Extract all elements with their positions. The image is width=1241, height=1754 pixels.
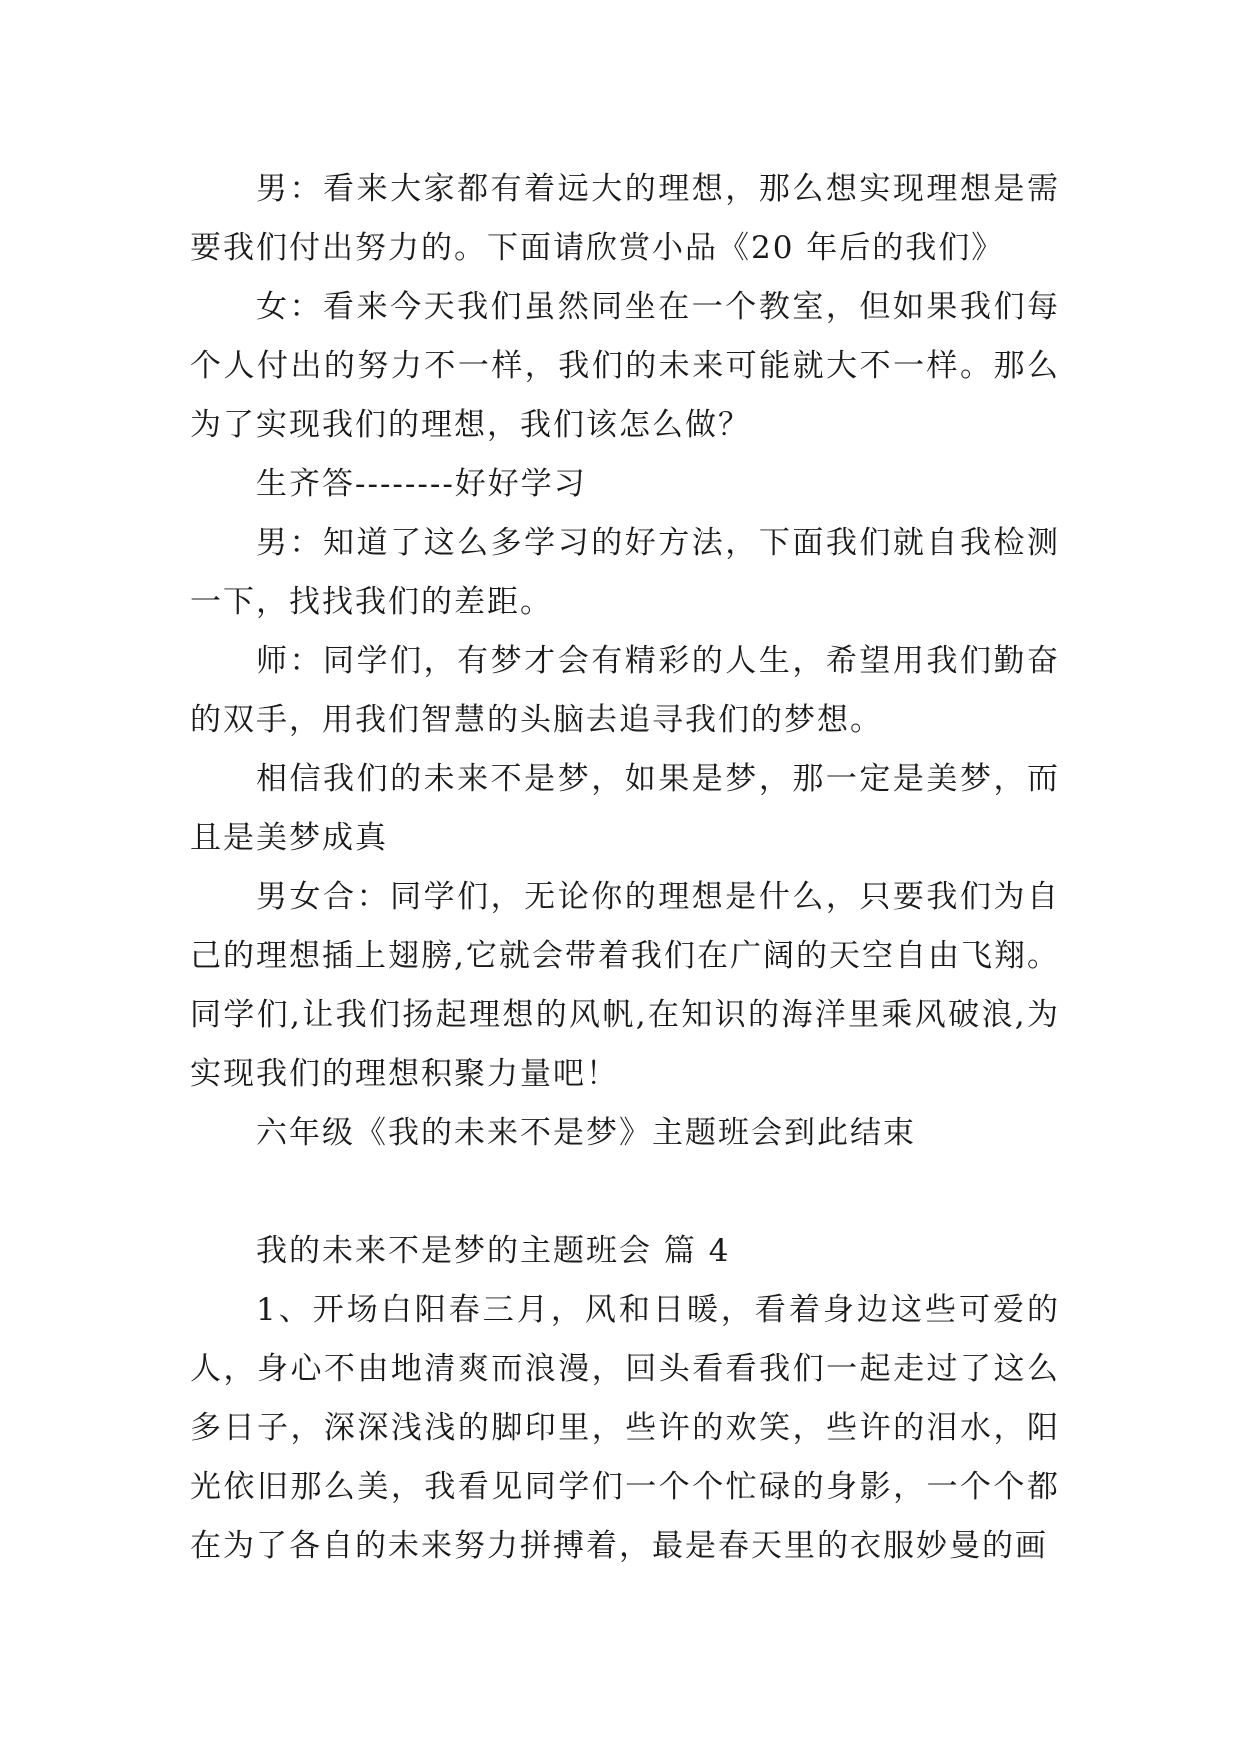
paragraph-female-question: 女：看来今天我们虽然同坐在一个教室，但如果我们每个人付出的努力不一样，我们的未来可能就大不一样。那么为了实现我们的理想，我们该怎么做？ [190, 289, 1060, 443]
paragraph-students-answer: 生齐答--------好好学习 [256, 466, 587, 502]
section-spacer [190, 1163, 1060, 1222]
paragraph-male-self-test: 男：知道了这么多学习的好方法，下面我们就自我检测一下，找找我们的差距。 [190, 525, 1060, 620]
paragraph-closing: 六年级《我的未来不是梦》主题班会到此结束 [256, 1115, 916, 1151]
paragraph-male-female-together: 男女合：同学们，无论你的理想是什么，只要我们为自己的理想插上翅膀,它就会带着我们在广阔的天空自由飞翔。同学们,让我们扬起理想的风帆,在知识的海洋里乘风破浪,为实现我们的理想积聚力量吧！ [190, 879, 1060, 1092]
section-paragraph-opening: 1、开场白阳春三月，风和日暖，看着身边这些可爱的人，身心不由地清爽而浪漫，回头看看我们一起走过了这么多日子，深深浅浅的脚印里，些许的欢笑，些许的泪水，阳光依旧那么美，我看见同学们一个个忙碌的身影，一个个都在为了各自的未来努力拼搏着，最是春天里的衣服妙曼的画 [190, 1292, 1060, 1564]
paragraph-male-intro: 男：看来大家都有着远大的理想，那么想实现理想是需要我们付出努力的。下面请欣赏小品《20 年后的我们》 [190, 171, 1060, 266]
document-body [190, 160, 1060, 1576]
paragraph-teacher: 师：同学们，有梦才会有精彩的人生，希望用我们勤奋的双手，用我们智慧的头脑去追寻我们的梦想。 [190, 643, 1060, 738]
section-heading: 我的未来不是梦的主题班会 篇 4 [256, 1233, 731, 1269]
paragraph-dream-belief: 相信我们的未来不是梦，如果是梦，那一定是美梦，而且是美梦成真 [190, 761, 1060, 856]
